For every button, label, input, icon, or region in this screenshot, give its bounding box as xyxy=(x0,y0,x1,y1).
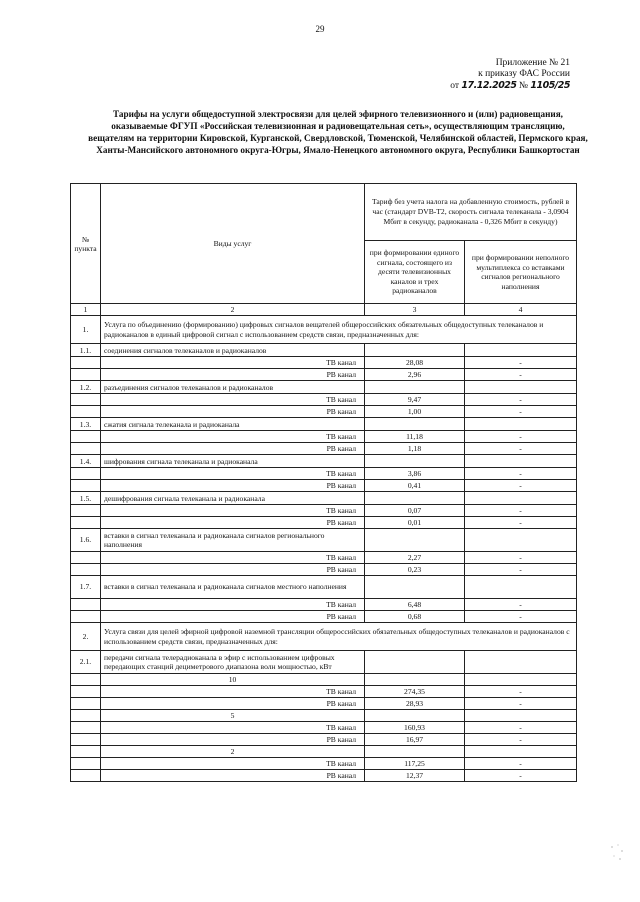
tariff-row xyxy=(71,505,577,517)
row-number: 1.1. xyxy=(71,344,101,357)
tariff-value: 0,01 xyxy=(365,517,465,529)
tariff-row xyxy=(71,599,577,611)
empty-cell xyxy=(71,517,101,529)
power-value: 2 xyxy=(101,746,365,758)
channel-label: ТВ канал xyxy=(101,394,365,406)
channel-label: ТВ канал xyxy=(101,599,365,611)
header-num: № пункта xyxy=(71,184,101,304)
empty-cell xyxy=(71,552,101,564)
subsection-row xyxy=(71,455,577,468)
tariff-value-partial: - xyxy=(465,722,577,734)
tariff-row xyxy=(71,468,577,480)
channel-label: РВ канал xyxy=(101,369,365,381)
row-number: 2.1. xyxy=(71,651,101,674)
tariff-row xyxy=(71,357,577,369)
empty-cell xyxy=(71,734,101,746)
tariff-value-partial: - xyxy=(465,468,577,480)
tariff-value: 0,07 xyxy=(365,505,465,517)
section-text: Услуга по объединению (формированию) цифровых сигналов вещателей общероссийских обязательных общедоступных телеканалов и радиоканалов в единый цифровой сигнал с использованием средств связи, предназначенных для: xyxy=(101,316,577,344)
tariff-value-partial: - xyxy=(465,611,577,623)
tariff-row xyxy=(71,770,577,782)
tariff-value: 274,35 xyxy=(365,686,465,698)
channel-label: РВ канал xyxy=(101,443,365,455)
tariff-value-partial: - xyxy=(465,357,577,369)
empty-cell xyxy=(71,480,101,492)
empty-cell xyxy=(365,746,465,758)
tariff-value: 117,25 xyxy=(365,758,465,770)
subsection-row xyxy=(71,418,577,431)
empty-cell xyxy=(365,576,465,599)
empty-cell xyxy=(465,344,577,357)
row-number: 2. xyxy=(71,623,101,651)
channel-label: ТВ канал xyxy=(101,357,365,369)
tariff-value-partial: - xyxy=(465,770,577,782)
tariff-row xyxy=(71,722,577,734)
empty-cell xyxy=(71,505,101,517)
tariff-row xyxy=(71,431,577,443)
empty-cell xyxy=(71,758,101,770)
tariff-table xyxy=(70,183,577,782)
power-value: 10 xyxy=(101,674,365,686)
empty-cell xyxy=(71,686,101,698)
header-col4: при формировании неполного мультиплекса со вставками сигналов регионального наполнения xyxy=(465,241,577,304)
empty-cell xyxy=(465,576,577,599)
empty-cell xyxy=(465,674,577,686)
subsection-row xyxy=(71,381,577,394)
page-number: 29 xyxy=(315,24,325,34)
empty-cell xyxy=(365,529,465,552)
service-name: соединения сигналов телеканалов и радиоканалов xyxy=(101,344,365,357)
empty-cell xyxy=(465,455,577,468)
subsection-row xyxy=(71,576,577,599)
empty-cell xyxy=(71,406,101,418)
tariff-value: 12,37 xyxy=(365,770,465,782)
tariff-value: 0,68 xyxy=(365,611,465,623)
power-row xyxy=(71,674,577,686)
empty-cell xyxy=(71,468,101,480)
tariff-value: 9,47 xyxy=(365,394,465,406)
section-text: Услуга связи для целей эфирной цифровой наземной трансляции общероссийских обязательных общедоступных телеканалов и радиоканалов с использованием средств связи, предназначенных для: xyxy=(101,623,577,651)
channel-label: РВ канал xyxy=(101,611,365,623)
empty-cell xyxy=(365,418,465,431)
colnum-4: 4 xyxy=(465,304,577,316)
channel-label: РВ канал xyxy=(101,564,365,576)
tariff-row xyxy=(71,758,577,770)
empty-cell xyxy=(365,381,465,394)
date-prefix: от xyxy=(450,81,460,91)
empty-cell xyxy=(465,418,577,431)
empty-cell xyxy=(71,710,101,722)
subsection-row xyxy=(71,529,577,552)
row-number: 1. xyxy=(71,316,101,344)
appendix-date-line xyxy=(450,80,570,92)
tariff-row xyxy=(71,443,577,455)
order-date: 17.12.2025 xyxy=(461,80,517,91)
tariff-value-partial: - xyxy=(465,369,577,381)
channel-label: ТВ канал xyxy=(101,468,365,480)
tariff-value-partial: - xyxy=(465,698,577,710)
tariff-value-partial: - xyxy=(465,734,577,746)
empty-cell xyxy=(71,443,101,455)
channel-label: ТВ канал xyxy=(101,505,365,517)
channel-label: РВ канал xyxy=(101,734,365,746)
empty-cell xyxy=(465,746,577,758)
empty-cell xyxy=(465,492,577,505)
empty-cell xyxy=(71,674,101,686)
header-services: Виды услуг xyxy=(101,184,365,304)
empty-cell xyxy=(71,369,101,381)
tariff-value: 3,86 xyxy=(365,468,465,480)
channel-label: ТВ канал xyxy=(101,431,365,443)
tariff-value-partial: - xyxy=(465,599,577,611)
subsection-row xyxy=(71,651,577,674)
power-row xyxy=(71,746,577,758)
channel-label: РВ канал xyxy=(101,698,365,710)
tariff-value-partial: - xyxy=(465,443,577,455)
channel-label: ТВ канал xyxy=(101,552,365,564)
scan-speckle-mark xyxy=(608,842,626,862)
tariff-value-partial: - xyxy=(465,431,577,443)
appendix-block xyxy=(450,58,570,92)
channel-label: РВ канал xyxy=(101,517,365,529)
tariff-value: 0,23 xyxy=(365,564,465,576)
tariff-row xyxy=(71,564,577,576)
service-name: вставки в сигнал телеканала и радиоканала сигналов местного наполнения xyxy=(101,576,365,599)
tariff-value: 2,27 xyxy=(365,552,465,564)
channel-label: ТВ канал xyxy=(101,722,365,734)
empty-cell xyxy=(365,651,465,674)
tariff-table-body xyxy=(71,184,577,782)
tariff-row xyxy=(71,611,577,623)
tariff-value: 6,48 xyxy=(365,599,465,611)
tariff-row xyxy=(71,734,577,746)
tariff-row xyxy=(71,406,577,418)
empty-cell xyxy=(71,722,101,734)
empty-cell xyxy=(71,599,101,611)
empty-cell xyxy=(365,455,465,468)
table-header-row xyxy=(71,184,577,241)
number-prefix: № xyxy=(518,81,528,91)
colnum-3: 3 xyxy=(365,304,465,316)
channel-label: РВ канал xyxy=(101,406,365,418)
tariff-value-partial: - xyxy=(465,517,577,529)
power-row xyxy=(71,710,577,722)
subsection-row xyxy=(71,344,577,357)
empty-cell xyxy=(71,770,101,782)
tariff-value-partial: - xyxy=(465,686,577,698)
tariff-row xyxy=(71,698,577,710)
service-name: разъединения сигналов телеканалов и радиоканалов xyxy=(101,381,365,394)
tariff-value: 0,41 xyxy=(365,480,465,492)
tariff-row xyxy=(71,686,577,698)
empty-cell xyxy=(365,674,465,686)
empty-cell xyxy=(71,564,101,576)
empty-cell xyxy=(71,394,101,406)
column-number-row xyxy=(71,304,577,316)
empty-cell xyxy=(465,381,577,394)
tariff-value-partial: - xyxy=(465,564,577,576)
row-number: 1.2. xyxy=(71,381,101,394)
service-name: шифрования сигнала телеканала и радиоканала xyxy=(101,455,365,468)
tariff-value: 28,08 xyxy=(365,357,465,369)
tariff-value: 16,97 xyxy=(365,734,465,746)
service-name: вставки в сигнал телеканала и радиоканала сигналов регионального наполнения xyxy=(101,529,365,552)
appendix-number: Приложение № 21 xyxy=(495,58,570,68)
header-tariff: Тариф без учета налога на добавленную стоимость, рублей в час (стандарт DVB-T2, скорость сигнала телеканала - 3,0904 Мбит в секунду, радиоканала - 0,326 Мбит в секунду) xyxy=(365,184,577,241)
empty-cell xyxy=(365,492,465,505)
tariff-value: 11,18 xyxy=(365,431,465,443)
tariff-row xyxy=(71,480,577,492)
appendix-order: к приказу ФАС России xyxy=(478,69,570,79)
empty-cell xyxy=(365,710,465,722)
row-number: 1.6. xyxy=(71,529,101,552)
channel-label: ТВ канал xyxy=(101,686,365,698)
row-number: 1.4. xyxy=(71,455,101,468)
tariff-row xyxy=(71,552,577,564)
tariff-value: 1,00 xyxy=(365,406,465,418)
order-number: 1105/25 xyxy=(530,80,570,91)
channel-label: ТВ канал xyxy=(101,758,365,770)
empty-cell xyxy=(365,344,465,357)
row-number: 1.7. xyxy=(71,576,101,599)
tariff-value-partial: - xyxy=(465,394,577,406)
service-name: сжатия сигнала телеканала и радиоканала xyxy=(101,418,365,431)
document-title: Тарифы на услуги общедоступной электросвязи для целей эфирного телевизионного и (или) радиовещания, оказываемые ФГУП «Российская телевизионная и радиовещательная сеть», осуществляющим трансляцию, вещателям на территории Кировской, Курганской, Свердловской, Тюменской, Челябинской областей, Пермского края, Ханты-Мансийского автономного округа-Югры, Ямало-Ненецкого автономного округа, Республики Башкортостан xyxy=(88,109,588,155)
service-name: передачи сигнала телерадиоканала в эфир с использованием цифровых передающих станций дециметрового диапазона волн мощностью, кВт xyxy=(101,651,365,674)
tariff-value-partial: - xyxy=(465,406,577,418)
tariff-value: 28,93 xyxy=(365,698,465,710)
empty-cell xyxy=(465,529,577,552)
tariff-value: 1,18 xyxy=(365,443,465,455)
empty-cell xyxy=(71,746,101,758)
tariff-value: 160,93 xyxy=(365,722,465,734)
tariff-row xyxy=(71,369,577,381)
colnum-2: 2 xyxy=(101,304,365,316)
service-name: дешифрования сигнала телеканала и радиоканала xyxy=(101,492,365,505)
empty-cell xyxy=(71,611,101,623)
tariff-value: 2,96 xyxy=(365,369,465,381)
tariff-value-partial: - xyxy=(465,505,577,517)
section-row xyxy=(71,623,577,651)
section-row xyxy=(71,316,577,344)
empty-cell xyxy=(465,710,577,722)
tariff-value-partial: - xyxy=(465,480,577,492)
row-number: 1.5. xyxy=(71,492,101,505)
colnum-1: 1 xyxy=(71,304,101,316)
channel-label: РВ канал xyxy=(101,770,365,782)
subsection-row xyxy=(71,492,577,505)
empty-cell xyxy=(71,698,101,710)
row-number: 1.3. xyxy=(71,418,101,431)
tariff-row xyxy=(71,517,577,529)
tariff-value-partial: - xyxy=(465,758,577,770)
tariff-row xyxy=(71,394,577,406)
header-col3: при формировании единого сигнала, состоящего из десяти телевизионных каналов и трех радиоканалов xyxy=(365,241,465,304)
channel-label: РВ канал xyxy=(101,480,365,492)
empty-cell xyxy=(71,357,101,369)
tariff-value-partial: - xyxy=(465,552,577,564)
empty-cell xyxy=(71,431,101,443)
empty-cell xyxy=(465,651,577,674)
power-value: 5 xyxy=(101,710,365,722)
